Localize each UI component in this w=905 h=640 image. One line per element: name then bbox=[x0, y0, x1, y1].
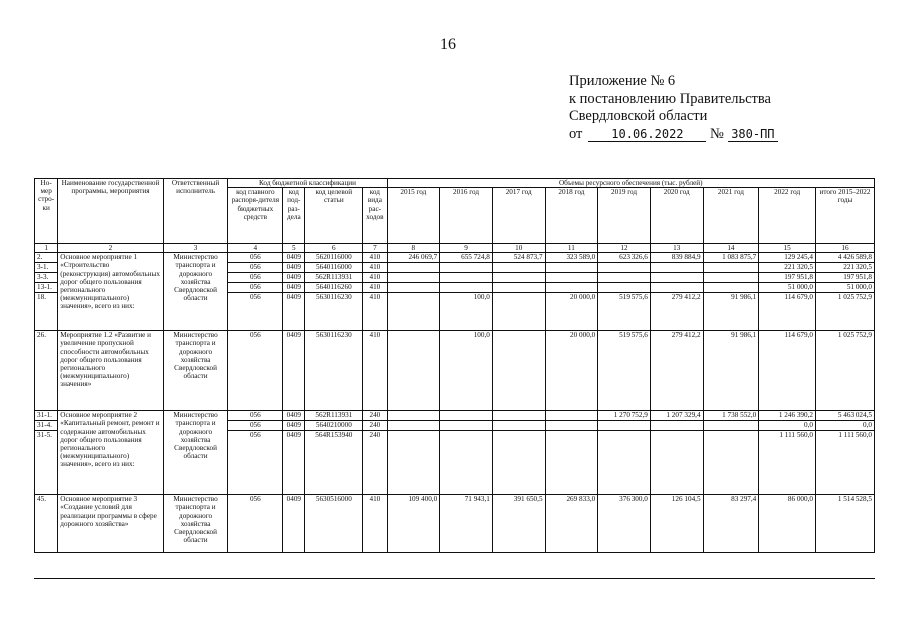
appendix-title: Приложение № 6 bbox=[569, 73, 676, 89]
year-value: 279 412,2 bbox=[650, 293, 703, 331]
year-value: 323 589,0 bbox=[545, 253, 598, 263]
header-year: 2017 год bbox=[492, 188, 545, 244]
expense-code: 240 bbox=[363, 421, 387, 431]
column-number: 3 bbox=[163, 244, 228, 253]
section-code: 0409 bbox=[283, 495, 305, 553]
decree-date: 10.06.2022 bbox=[588, 127, 706, 142]
year-value bbox=[492, 263, 545, 273]
header-kgrbs: код главного распоря-дителя бюджетных средств bbox=[228, 188, 283, 244]
column-number: 11 bbox=[545, 244, 598, 253]
column-number: 7 bbox=[363, 244, 387, 253]
executor-name: Министерство транспорта и дорожного хозяйства Свердловской области bbox=[163, 495, 228, 553]
year-value bbox=[598, 421, 651, 431]
expense-code: 410 bbox=[363, 273, 387, 283]
row-number: 18. bbox=[35, 293, 58, 331]
column-number: 16 bbox=[816, 244, 875, 253]
section-code: 0409 bbox=[283, 273, 305, 283]
year-value: 51 000,0 bbox=[759, 283, 816, 293]
year-value: 519 575,6 bbox=[598, 293, 651, 331]
header-year: 2015 год bbox=[387, 188, 440, 244]
year-value bbox=[387, 273, 440, 283]
header-target: код целевой статьи bbox=[305, 188, 363, 244]
year-value: 71 943,1 bbox=[440, 495, 493, 553]
year-value bbox=[545, 283, 598, 293]
year-value: 1 738 552,0 bbox=[703, 411, 759, 421]
target-code: 5640210000 bbox=[305, 421, 363, 431]
year-value bbox=[440, 263, 493, 273]
year-value bbox=[598, 263, 651, 273]
year-value: 376 300,0 bbox=[598, 495, 651, 553]
year-value: 839 884,9 bbox=[650, 253, 703, 263]
year-value bbox=[703, 273, 759, 283]
header-year: 2021 год bbox=[703, 188, 759, 244]
expense-code: 240 bbox=[363, 411, 387, 421]
year-value: 86 000,0 bbox=[759, 495, 816, 553]
column-number: 13 bbox=[650, 244, 703, 253]
kgrbs-code: 056 bbox=[228, 421, 283, 431]
year-value bbox=[387, 431, 440, 495]
year-value bbox=[650, 263, 703, 273]
year-value: 1 270 752,9 bbox=[598, 411, 651, 421]
year-value: 1 083 875,7 bbox=[703, 253, 759, 263]
target-code: 564R153940 bbox=[305, 431, 363, 495]
section-code: 0409 bbox=[283, 431, 305, 495]
total-value: 197 951,8 bbox=[816, 273, 875, 283]
header-year: 2018 год bbox=[545, 188, 598, 244]
expense-code: 240 bbox=[363, 431, 387, 495]
year-value bbox=[598, 431, 651, 495]
year-value bbox=[387, 293, 440, 331]
year-value: 269 833,0 bbox=[545, 495, 598, 553]
year-value bbox=[650, 431, 703, 495]
year-value bbox=[440, 421, 493, 431]
kgrbs-code: 056 bbox=[228, 431, 283, 495]
header-expense: код вида рас-ходов bbox=[363, 188, 387, 244]
expense-code: 410 bbox=[363, 331, 387, 411]
year-value bbox=[440, 431, 493, 495]
year-value bbox=[492, 293, 545, 331]
target-code: 5630116230 bbox=[305, 331, 363, 411]
row-number: 13-1. bbox=[35, 283, 58, 293]
executor-name: Министерство транспорта и дорожного хозяйства Свердловской области bbox=[163, 411, 228, 495]
year-value bbox=[545, 263, 598, 273]
year-value: 197 951,8 bbox=[759, 273, 816, 283]
kgrbs-code: 056 bbox=[228, 253, 283, 263]
table-row bbox=[35, 411, 875, 421]
year-value bbox=[545, 431, 598, 495]
page-bottom-rule bbox=[34, 578, 875, 579]
section-code: 0409 bbox=[283, 263, 305, 273]
section-code: 0409 bbox=[283, 253, 305, 263]
year-value bbox=[703, 283, 759, 293]
header-total: итого 2015–2022 годы bbox=[816, 188, 875, 244]
total-value: 1 514 528,5 bbox=[816, 495, 875, 553]
year-value bbox=[387, 263, 440, 273]
column-number: 15 bbox=[759, 244, 816, 253]
total-value: 1 025 752,9 bbox=[816, 331, 875, 411]
year-value bbox=[387, 283, 440, 293]
year-value bbox=[650, 273, 703, 283]
year-value: 655 724,8 bbox=[440, 253, 493, 263]
year-value bbox=[492, 431, 545, 495]
header-row-1 bbox=[35, 179, 875, 188]
kgrbs-code: 056 bbox=[228, 283, 283, 293]
header-budget-group: Код бюджетной классификации bbox=[228, 179, 387, 188]
kgrbs-code: 056 bbox=[228, 411, 283, 421]
expense-code: 410 bbox=[363, 253, 387, 263]
section-code: 0409 bbox=[283, 411, 305, 421]
kgrbs-code: 056 bbox=[228, 495, 283, 553]
appendix-block bbox=[569, 73, 778, 143]
section-code: 0409 bbox=[283, 421, 305, 431]
expense-code: 410 bbox=[363, 293, 387, 331]
target-code: 562R113931 bbox=[305, 273, 363, 283]
year-value: 1 207 329,4 bbox=[650, 411, 703, 421]
column-number: 4 bbox=[228, 244, 283, 253]
total-value: 0,0 bbox=[816, 421, 875, 431]
year-value bbox=[492, 411, 545, 421]
year-value bbox=[703, 431, 759, 495]
measure-name: Основное мероприятие 2 «Капитальный ремонт, ремонт и содержание автомобильных дорог общего пользования регионального (межмуниципального) значения», всего из них: bbox=[58, 411, 163, 495]
year-value bbox=[650, 283, 703, 293]
column-number: 2 bbox=[58, 244, 163, 253]
year-value: 126 104,5 bbox=[650, 495, 703, 553]
total-value: 51 000,0 bbox=[816, 283, 875, 293]
year-value bbox=[545, 273, 598, 283]
year-value bbox=[545, 411, 598, 421]
executor-name: Министерство транспорта и дорожного хозяйства Свердловской области bbox=[163, 253, 228, 331]
row-number: 2. bbox=[35, 253, 58, 263]
total-value: 4 426 589,8 bbox=[816, 253, 875, 263]
year-value: 20 000,0 bbox=[545, 293, 598, 331]
row-number: 45. bbox=[35, 495, 58, 553]
kgrbs-code: 056 bbox=[228, 263, 283, 273]
header-row-no: Но-мер стро-ки bbox=[35, 179, 58, 244]
kgrbs-code: 056 bbox=[228, 331, 283, 411]
kgrbs-code: 056 bbox=[228, 293, 283, 331]
measure-name: Основное мероприятие 1 «Строительство (реконструкция) автомобильных дорог общего пользования регионального (межмуниципального) значения», всего из них: bbox=[58, 253, 163, 331]
year-value bbox=[492, 421, 545, 431]
column-number: 8 bbox=[387, 244, 440, 253]
row-number: 26. bbox=[35, 331, 58, 411]
year-value: 114 679,0 bbox=[759, 331, 816, 411]
year-value: 1 246 390,2 bbox=[759, 411, 816, 421]
target-code: 5640116260 bbox=[305, 283, 363, 293]
year-value bbox=[703, 263, 759, 273]
measure-name: Мероприятие 1.2 «Развитие и увеличение пропускной способности автомобильных дорог общего пользования регионального (межмуниципального) значения» bbox=[58, 331, 163, 411]
year-value: 1 111 560,0 bbox=[759, 431, 816, 495]
row-number: 31-4. bbox=[35, 421, 58, 431]
appendix-date-line bbox=[569, 126, 778, 144]
column-number: 9 bbox=[440, 244, 493, 253]
column-number: 6 bbox=[305, 244, 363, 253]
header-executor: Ответственный исполнитель bbox=[163, 179, 228, 244]
year-value bbox=[492, 331, 545, 411]
kgrbs-code: 056 bbox=[228, 273, 283, 283]
year-value bbox=[492, 273, 545, 283]
year-value bbox=[387, 421, 440, 431]
resource-table bbox=[34, 178, 875, 553]
appendix-line-2: к постановлению Правительства bbox=[569, 90, 771, 107]
year-value bbox=[440, 411, 493, 421]
header-year: 2019 год bbox=[598, 188, 651, 244]
year-value: 83 297,4 bbox=[703, 495, 759, 553]
target-code: 5620116000 bbox=[305, 253, 363, 263]
year-value bbox=[492, 283, 545, 293]
executor-name: Министерство транспорта и дорожного хозяйства Свердловской области bbox=[163, 331, 228, 411]
header-year: 2016 год bbox=[440, 188, 493, 244]
year-value: 100,0 bbox=[440, 331, 493, 411]
section-code: 0409 bbox=[283, 331, 305, 411]
year-value: 100,0 bbox=[440, 293, 493, 331]
page-number: 16 bbox=[440, 36, 456, 53]
year-value: 246 069,7 bbox=[387, 253, 440, 263]
year-value: 109 400,0 bbox=[387, 495, 440, 553]
target-code: 5630516000 bbox=[305, 495, 363, 553]
year-value bbox=[598, 283, 651, 293]
total-value: 5 463 024,5 bbox=[816, 411, 875, 421]
year-value: 279 412,2 bbox=[650, 331, 703, 411]
column-number: 1 bbox=[35, 244, 58, 253]
header-volumes-group: Объемы ресурсного обеспечения (тыс. рублей) bbox=[387, 179, 874, 188]
header-name: Наименование государственной программы, мероприятия bbox=[58, 179, 163, 244]
header-section: код под-раз-дела bbox=[283, 188, 305, 244]
decree-number: 380-ПП bbox=[728, 127, 778, 142]
table-body bbox=[35, 244, 875, 553]
number-prefix: № bbox=[710, 125, 724, 142]
row-number: 3-1. bbox=[35, 263, 58, 273]
year-value bbox=[703, 421, 759, 431]
year-value: 91 986,1 bbox=[703, 293, 759, 331]
year-value bbox=[440, 283, 493, 293]
header-year: 2022 год bbox=[759, 188, 816, 244]
year-value bbox=[387, 411, 440, 421]
year-value bbox=[387, 331, 440, 411]
year-value: 221 320,5 bbox=[759, 263, 816, 273]
table-row bbox=[35, 253, 875, 263]
header-year: 2020 год bbox=[650, 188, 703, 244]
section-code: 0409 bbox=[283, 283, 305, 293]
row-number: 31-1. bbox=[35, 411, 58, 421]
target-code: 5630116230 bbox=[305, 293, 363, 331]
year-value: 391 650,5 bbox=[492, 495, 545, 553]
column-number: 10 bbox=[492, 244, 545, 253]
year-value bbox=[440, 273, 493, 283]
target-code: 562R113931 bbox=[305, 411, 363, 421]
year-value: 91 986,1 bbox=[703, 331, 759, 411]
year-value bbox=[598, 273, 651, 283]
total-value: 1 025 752,9 bbox=[816, 293, 875, 331]
expense-code: 410 bbox=[363, 263, 387, 273]
year-value bbox=[650, 421, 703, 431]
year-value: 129 245,4 bbox=[759, 253, 816, 263]
column-number: 14 bbox=[703, 244, 759, 253]
expense-code: 410 bbox=[363, 283, 387, 293]
table-row bbox=[35, 331, 875, 411]
appendix-line-3: Свердловской области bbox=[569, 108, 708, 124]
total-value: 221 320,5 bbox=[816, 263, 875, 273]
column-number: 5 bbox=[283, 244, 305, 253]
table-row bbox=[35, 495, 875, 553]
row-number: 31-5. bbox=[35, 431, 58, 495]
column-number-row bbox=[35, 244, 875, 253]
expense-code: 410 bbox=[363, 495, 387, 553]
date-prefix: от bbox=[569, 125, 583, 142]
year-value bbox=[545, 421, 598, 431]
year-value: 524 873,7 bbox=[492, 253, 545, 263]
row-number: 3-3. bbox=[35, 273, 58, 283]
measure-name: Основное мероприятие 3 «Создание условий для реализации программы в сфере дорожного хозяйства» bbox=[58, 495, 163, 553]
year-value: 0,0 bbox=[759, 421, 816, 431]
column-number: 12 bbox=[598, 244, 651, 253]
year-value: 519 575,6 bbox=[598, 331, 651, 411]
year-value: 623 326,6 bbox=[598, 253, 651, 263]
year-value: 114 679,0 bbox=[759, 293, 816, 331]
target-code: 5640116000 bbox=[305, 263, 363, 273]
section-code: 0409 bbox=[283, 293, 305, 331]
total-value: 1 111 560,0 bbox=[816, 431, 875, 495]
year-value: 20 000,0 bbox=[545, 331, 598, 411]
